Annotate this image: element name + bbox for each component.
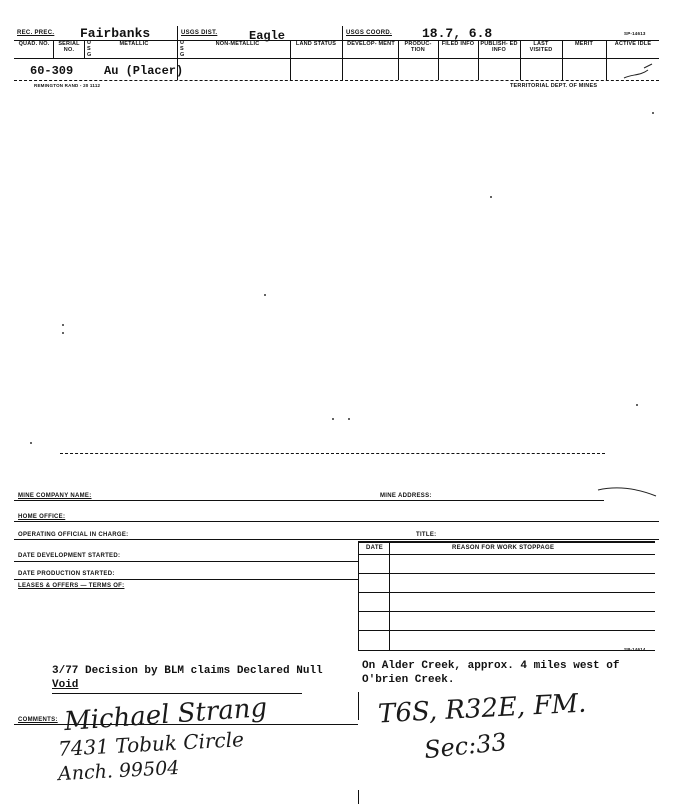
prod-started-label: DATE PRODUCTION STARTED: — [18, 571, 115, 577]
col-usgs-a: U S G — [87, 40, 92, 58]
rule — [14, 521, 659, 522]
table-row-line — [358, 573, 655, 574]
active-idle-mark — [620, 60, 660, 84]
home-office-label: HOME OFFICE: — [18, 514, 66, 520]
leases-label: LEASES & OFFERS — TERMS OF: — [18, 583, 125, 589]
mine-address-label: MINE ADDRESS: — [380, 493, 432, 499]
divider — [358, 790, 359, 804]
quad-value: 60-309 — [30, 64, 74, 78]
divider — [562, 40, 563, 80]
speck — [636, 404, 638, 406]
decision-note-line-1: 3/77 Decision by BLM claims Declared Null — [52, 665, 323, 677]
divider — [290, 40, 291, 80]
col-land-status: LAND STATUS — [295, 41, 337, 47]
col-quad-no: QUAD. NO. — [18, 41, 50, 47]
col-last-visited: LAST VISITED — [529, 41, 553, 53]
date-column-header: DATE — [366, 545, 384, 551]
rec-prec-label: REC. PREC. — [17, 30, 55, 36]
speck — [264, 294, 266, 296]
reason-column-header: REASON FOR WORK STOPPAGE — [452, 545, 555, 551]
header-rule-3 — [14, 80, 659, 81]
handwritten-address-1: 7431 Tobuk Circle — [57, 727, 245, 761]
handwritten-section: Sec:33 — [422, 727, 508, 765]
usgs-dist-value: Eagle — [249, 29, 286, 43]
table-row-line — [358, 592, 655, 593]
divider — [358, 692, 359, 720]
agency-name: TERRITORIAL DEPT. OF MINES — [510, 83, 598, 89]
usgs-coord-value: 18.7, 6.8 — [422, 26, 493, 41]
usgs-dist-label: USGS DIST. — [181, 30, 218, 36]
table-top-rule — [358, 541, 655, 543]
col-usgs-b: U S G — [180, 40, 185, 58]
rule — [358, 554, 655, 555]
handwritten-township: T6S, R32E, FM. — [377, 688, 588, 730]
bracket-mark — [596, 484, 660, 504]
speck — [348, 418, 350, 420]
table-left-border — [358, 541, 359, 651]
rule — [14, 561, 358, 562]
divider — [438, 40, 439, 80]
divider — [520, 40, 521, 80]
table-row-line — [358, 611, 655, 612]
location-note-line-2: O'brien Creek. — [362, 674, 455, 686]
speck — [62, 324, 64, 326]
speck — [30, 442, 32, 444]
title-label: TITLE: — [416, 532, 437, 538]
col-serial-no: SERIAL NO. — [58, 41, 80, 53]
handwritten-address-2: Anch. 99504 — [57, 756, 180, 786]
col-published-info: PUBLISH- ED INFO — [480, 41, 518, 53]
col-production: PRODUC- TION — [404, 41, 432, 53]
rule — [14, 539, 659, 540]
rule — [14, 500, 604, 501]
form-number: SP-14613 — [624, 31, 646, 36]
divider — [398, 40, 399, 80]
table-column-divider — [389, 541, 390, 651]
col-non-metallic: NON-METALLIC — [215, 41, 260, 47]
divider — [342, 26, 343, 80]
divider — [84, 40, 85, 58]
printer-line: REMINGTON RAND - 20 1112 — [34, 83, 101, 88]
dashed-rule — [60, 453, 605, 454]
table-row-line — [358, 630, 655, 631]
form-number-2: SP-14614 — [624, 647, 646, 652]
official-label: OPERATING OFFICIAL IN CHARGE: — [18, 532, 129, 538]
handwritten-name: Michael Strang — [63, 692, 269, 738]
divider — [606, 40, 607, 80]
rec-prec-value: Fairbanks — [80, 26, 151, 41]
location-note-line-1: On Alder Creek, approx. 4 miles west of — [362, 660, 620, 672]
col-active-idle: ACTIVE IDLE — [614, 41, 652, 47]
col-merit: MERIT — [574, 41, 594, 47]
dev-started-label: DATE DEVELOPMENT STARTED: — [18, 553, 121, 559]
usgs-coord-label: USGS COORD. — [346, 30, 392, 36]
col-filed-info: FILED INFO — [441, 41, 475, 47]
decision-note-line-2: Void — [52, 679, 79, 691]
divider — [478, 40, 479, 80]
rule — [14, 579, 358, 580]
mine-company-label: MINE COMPANY NAME: — [18, 493, 92, 499]
speck — [332, 418, 334, 420]
col-development: DEVELOP- MENT — [347, 41, 395, 47]
comments-label: COMMENTS: — [18, 717, 58, 723]
speck — [652, 112, 654, 114]
speck — [62, 332, 64, 334]
metallic-value: Au (Placer) — [104, 64, 184, 78]
col-metallic: METALLIC — [119, 41, 149, 47]
speck — [490, 196, 492, 198]
